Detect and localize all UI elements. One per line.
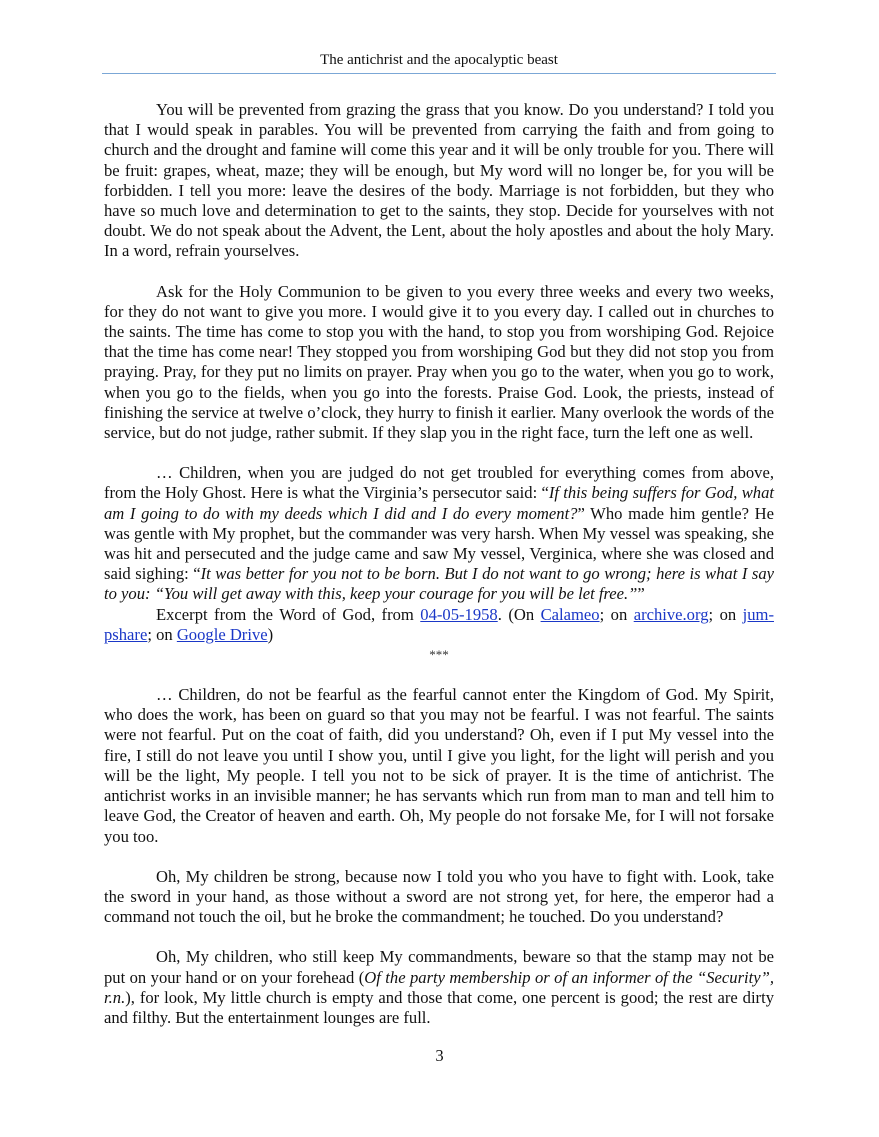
paragraph-gap	[104, 443, 774, 463]
editor-note-italic: Of the party membership or of an informer of the “Security”, r.n.	[104, 967, 774, 1007]
text-run: Excerpt from the Word of God, from	[156, 604, 421, 624]
paragraph-1: You will be prevented from grazing the grass that you know. Do you understand? I told you that I would speak in parables. You will be prevented from carrying the faith and from going to church and the drought and famine will come this year and it will be only trouble for you. There will be fruit: grapes, wheat, maze; they will be enough, but My word will no longer be, for you will be forbidden. I tell you more: leave the desires of the body. Marriage is not forbidden, but they who have so much love and determination to get to the saints, they stop. Decide for yourselves with not doubt. We do not speak about the Advent, the Lent, about the holy apostles and about the holy Mary. In a word, refrain yourselves.	[104, 100, 774, 261]
excerpt-source	[104, 605, 774, 645]
paragraph-2: Ask for the Holy Communion to be given to you every three weeks and every two weeks, for they do not want to give you more. I would give it to you every day. I called out in churches to the saints. The time has come to stop you with the hand, to stop you from worshiping God. Rejoice that the time has come near! They stopped you from worshiping God but they did not stop you from praying. Pray, for they put no limits on prayer. Pray when you go to the water, when you go to work, when you go to the fields, when you go into the forests. Praise God. Look, the priests, instead of finishing the service at twelve o’clock, they hurry to finish it earlier. Many overlook the words of the service, but do not judge, rather submit. If they slap you in the right face, turn the left one as well.	[104, 281, 774, 443]
section-separator: ***	[429, 647, 449, 663]
text-run: … Children, when you are judged do not get troubled for everything comes from above, from the Holy Ghost. Here is what the Virginia’s persecutor said: “	[104, 463, 774, 503]
header-divider	[102, 73, 776, 74]
running-header: The antichrist and the apocalyptic beast	[320, 52, 558, 68]
text-run: ; on	[599, 604, 634, 624]
quote-italic: It was better for you not to be born. But I do not want to go wrong; here is what I say to you: “You will get away with this, keep your courage for you will be let free.”	[104, 564, 774, 604]
archive-org-link[interactable]: archive.org	[633, 604, 709, 624]
text-run: ; on	[708, 604, 743, 624]
text-run: ” Who made him gentle? He was gentle with My prophet, but the commander was very harsh. When My vessel was speaking, she was hit and persecuted and the judge came and saw My vessel, Verginica, where she was closed and said sighing: “	[104, 503, 774, 584]
text-run: ”	[637, 584, 645, 604]
calameo-link[interactable]: Calameo	[540, 604, 600, 624]
text-run: ; on	[147, 624, 177, 644]
jumpshare-link[interactable]: jumpshare	[104, 604, 774, 644]
paragraph-gap	[104, 262, 774, 282]
date-link[interactable]: 04-05-1958	[420, 604, 498, 624]
page-number: 3	[435, 1046, 444, 1065]
paragraph-gap	[104, 847, 774, 867]
text-run: )	[267, 624, 274, 644]
document-body	[104, 100, 774, 1028]
google-drive-link[interactable]: Google Drive	[176, 624, 268, 644]
paragraph-gap	[104, 665, 774, 685]
text-run: Oh, My children, who still keep My commandments, beware so that the stamp may not be put on your hand or on your forehead (	[104, 947, 774, 987]
quote-italic: If this being suffers for God, what am I going to do with my deeds which I did and I do every moment?	[104, 483, 774, 523]
paragraph-3	[104, 463, 774, 604]
paragraph-4: … Children, do not be fearful as the fearful cannot enter the Kingdom of God. My Spirit, who does the work, has been on guard so that you may not be fearful. I was not fearful. The saints were not fearful. Put on the coat of faith, did you understand? Oh, even if I put My vessel into the fire, I still do not leave you until I show you, until I give you light, for the light will perish and you will be the light, My people. I tell you not to be sick of prayer. It is the time of antichrist. The antichrist works in an invisible manner; he has servants which run from man to man and tell him to leave God, the Creator of heaven and earth. Oh, My people do not forsake Me, for I will not forsake you too.	[104, 685, 774, 846]
paragraph-6	[104, 947, 774, 1028]
paragraph-gap	[104, 927, 774, 947]
text-run: . (On	[497, 604, 541, 624]
paragraph-5: Oh, My children be strong, because now I told you who you have to fight with. Look, take the sword in your hand, as those without a sword are not strong yet, for here, the emperor had a command not touch the oil, but he broke the commandment; he touched. Do you understand?	[104, 866, 774, 927]
text-run: ), for look, My little church is empty and those that come, one percent is good; the rest are dirty and filthy. But the entertainment lounges are full.	[104, 987, 774, 1027]
